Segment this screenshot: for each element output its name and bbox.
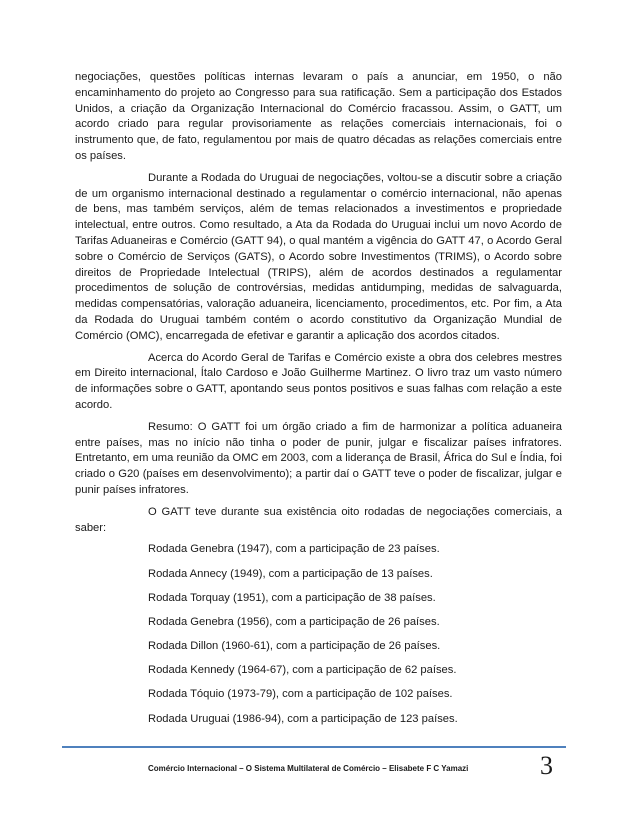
list-item-round: Rodada Torquay (1951), com a participação de 38 países. (148, 591, 436, 604)
page-number: 3 (540, 751, 553, 780)
paragraph-gatt-book: Acerca do Acordo Geral de Tarifas e Comércio existe a obra dos celebres mestres em Direito internacional, Ítalo Cardoso e João Guilherme Martinez. O livro traz um vasto número de informações sobre o GATT, apontando seus pontos positivos e suas falhas com relação a este acordo. (75, 351, 562, 411)
paragraph-uruguay-round: Durante a Rodada do Uruguai de negociações, voltou-se a discutir sobre a criação de um organismo internacional destinado a regulamentar o comércio internacional, não apenas de bens, mas também serviços, além de temas relacionados a investimentos e propriedade intelectual, entre outros. Como resultado, a Ata da Rodada do Uruguai inclui um novo Acordo de Tarifas Aduaneiras e Comércio (GATT 94), o qual mantém a vigência do GATT 47, o Acordo Geral sobre o Comércio de Serviços (GATS), o Acordo sobre Investimentos (TRIMS), o Acordo sobre direitos de Propriedade Intelectual (TRIPS), além de acordos destinados a regulamentar procedimentos de solução de controvérsias, medidas antidumping, medidas de salvaguarda, medidas compensatórias, valoração aduaneira, licenciamento, procedimentos, etc. Por fim, a Ata da Rodada do Uruguai também contém o acordo constitutivo da Organização Mundial de Comércio (OMC), encarregada de efetivar e garantir a aplicação dos acordos citados. (75, 171, 562, 342)
list-item-round: Rodada Genebra (1956), com a participação de 26 países. (148, 615, 440, 628)
list-item-round: Rodada Annecy (1949), com a participação de 13 países. (148, 567, 433, 580)
rounds-list (75, 542, 562, 736)
paragraph-continuation: negociações, questões políticas internas levaram o país a anunciar, em 1950, o não encaminhamento do projeto ao Congresso para sua ratificação. Sem a participação dos Estados Unidos, a criação da Organização Internacional do Comércio fracassou. Assim, o GATT, um acordo criado para regular provisoriamente as relações comerciais internacionais, foi o instrumento que, de fato, regulamentou por mais de quatro décadas as relações comerciais entre os países. (75, 71, 562, 162)
list-item-round: Rodada Uruguai (1986-94), com a participação de 123 países. (148, 712, 458, 725)
footer-caption: Comércio Internacional – O Sistema Multilateral de Comércio – Elisabete F C Yamazi (148, 764, 469, 773)
footer-divider (62, 746, 566, 748)
list-item-round: Rodada Genebra (1947), com a participação de 23 países. (148, 543, 440, 556)
list-item-round: Rodada Kennedy (1964-67), com a participação de 62 países. (148, 664, 457, 677)
list-item-round: Rodada Tóquio (1973-79), com a participação de 102 países. (148, 688, 453, 701)
list-item-round: Rodada Dillon (1960-61), com a participação de 26 países. (148, 640, 441, 653)
paragraph-summary: Resumo: O GATT foi um órgão criado a fim de harmonizar a política aduaneira entre países, mas no início não tinha o poder de punir, julgar e fiscalizar países infratores. Entretanto, em uma reunião da OMC em 2003, com a liderança de Brasil, África do Sul e Índia, foi criado o G20 (países em desenvolvimento); a partir daí o GATT teve o poder de fiscalizar, julgar e punir países infratores. (75, 420, 562, 496)
body-text (75, 70, 562, 736)
paragraph-rounds-intro: O GATT teve durante sua existência oito rodadas de negociações comerciais, a saber: (75, 505, 562, 534)
